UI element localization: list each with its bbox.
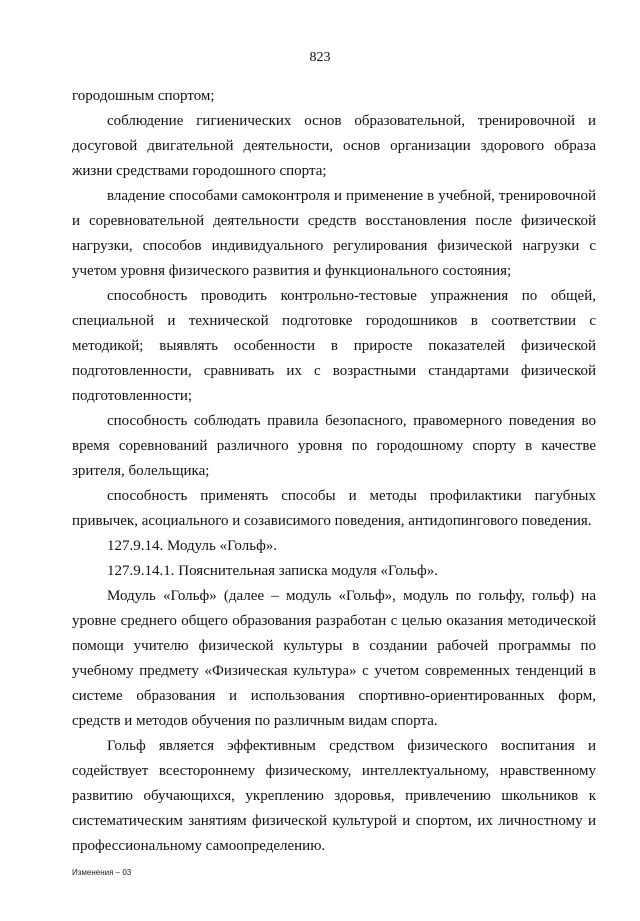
paragraph-4: способность проводить контрольно-тестовые упражнения по общей, специальной и технической подготовке городошников в соответствии с методикой; выявлять особенности в приросте показателей физической подготовленности, сравнивать их с возрастными стандартами физической подготовленности; [72,288,596,404]
footer-revision-note: Изменения – 03 [72,868,132,877]
paragraph-2: соблюдение гигиенических основ образовательной, тренировочной и досуговой двигательной деятельности, основ организации здорового образа жизни средствами городошного спорта; [72,113,596,179]
paragraph-1: городошным спортом; [72,88,215,104]
document-body [72,84,596,859]
paragraph-6: способность применять способы и методы профилактики пагубных привычек, асоциального и созависимого поведения, антидопингового поведения. [72,488,596,529]
paragraph-3: владение способами самоконтроля и применение в учебной, тренировочной и соревновательной деятельности средств восстановления после физической нагрузки, способов индивидуального регулирования физической нагрузки с учетом уровня физического развития и функционального состояния; [72,188,596,279]
section-heading: 127.9.14. Модуль «Гольф». [107,538,278,554]
paragraph-5: способность соблюдать правила безопасного, правомерного поведения во время соревнований различного уровня по городошному спорту в качестве зрителя, болельщика; [72,413,596,479]
page-number: 823 [309,50,331,65]
subsection-heading: 127.9.14.1. Пояснительная записка модуля «Гольф». [107,563,438,579]
paragraph-8: Гольф является эффективным средством физического воспитания и содействует всестороннему физическому, интеллектуальному, нравственному развитию обучающихся, укреплению здоровья, привлечению школьников к систематическим занятиям физической культурой и спортом, их личностному и профессиональному самоопределению. [72,738,596,854]
paragraph-7: Модуль «Гольф» (далее – модуль «Гольф», модуль по гольфу, гольф) на уровне среднего общего образования разработан с целью оказания методической помощи учителю физической культуры в создании рабочей программы по учебному предмету «Физическая культура» с учетом современных тенденций в системе образования и использования спортивно-ориентированных форм, средств и методов обучения по различным видам спорта. [72,588,596,729]
